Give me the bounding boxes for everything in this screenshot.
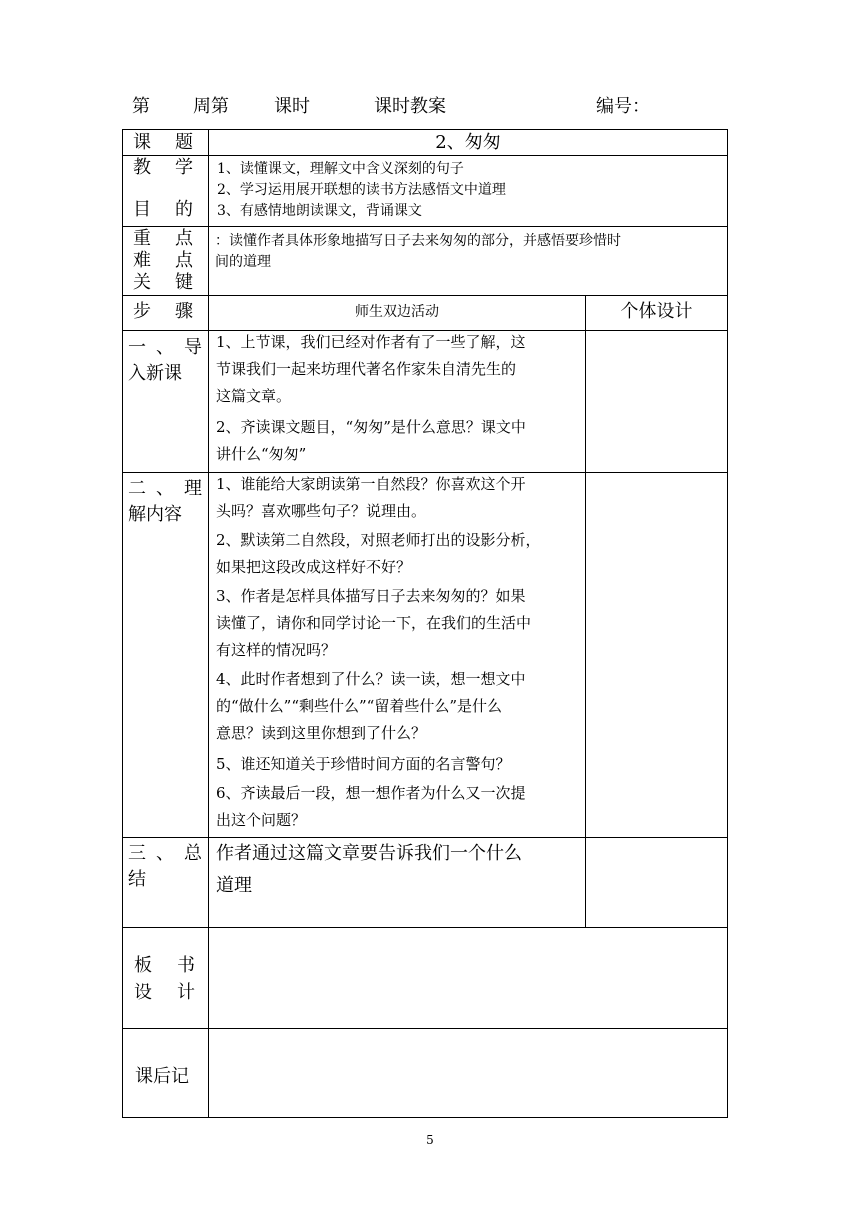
- board-design-label: 计: [177, 982, 195, 1003]
- step-line: 1、谁能给大家朗读第一自然段？你喜欢这个开: [216, 475, 526, 493]
- keypoints-text: ：读懂作者具体形象地描写日子去来匆匆的部分，并感悟要珍惜时: [215, 233, 621, 249]
- objectives-label-4: 的: [175, 199, 193, 220]
- week-suffix: 周第: [193, 96, 229, 117]
- page-number: 5: [426, 1133, 434, 1147]
- step-line: 2、默读第二自然段，对照老师打出的设影分析，: [216, 531, 541, 549]
- step-2-label-line-1: 二、理: [128, 478, 202, 499]
- row-divider: [122, 927, 728, 928]
- step-line: 讲什么“匆匆”: [216, 445, 307, 463]
- table-border-top: [122, 129, 728, 130]
- row-divider: [122, 837, 728, 838]
- lesson-plan-table: [122, 129, 728, 1118]
- table-border-bottom: [122, 1117, 728, 1118]
- step-3-label-line-2: 结: [128, 869, 146, 890]
- design-column-divider: [585, 295, 586, 927]
- row-divider: [122, 295, 728, 296]
- step-line: 6、齐读最后一段，想一想作者为什么又一次提: [216, 784, 526, 802]
- step-line: 5、谁还知道关于珍惜时间方面的名言警句？: [216, 755, 511, 773]
- step-line: 有这样的情况吗？: [216, 641, 337, 659]
- week-prefix: 第: [132, 96, 150, 117]
- row-divider: [122, 155, 728, 156]
- step-line: 意思？读到这里你想到了什么？: [216, 724, 427, 742]
- table-border-right: [727, 129, 728, 1118]
- steps-label: 步: [133, 301, 151, 322]
- step-line: 4、此时作者想到了什么？读一读，想一想文中: [216, 670, 526, 688]
- keypoints-text: 间的道理: [215, 254, 271, 270]
- objectives-label-3: 目: [133, 199, 151, 220]
- step-line: 2、齐读课文题目，“匆匆”是什么意思？课文中: [216, 418, 526, 436]
- step-line: 如果把这段改成这样好不好？: [216, 558, 412, 576]
- step-line: 作者通过这篇文章要告诉我们一个什么: [216, 843, 522, 864]
- after-class-label: 课后记: [135, 1066, 189, 1087]
- keypoints-label: 键: [175, 272, 193, 293]
- step-2-label-line-2: 解内容: [128, 504, 182, 525]
- topic-label-2: 题: [175, 132, 193, 153]
- step-line: 出这个问题？: [216, 811, 307, 829]
- board-design-label: 书: [177, 955, 195, 976]
- lesson-title: 2、匆匆: [435, 132, 501, 153]
- lesson-suffix: 课时: [274, 96, 310, 117]
- board-design-label: 板: [134, 955, 152, 976]
- keypoints-label: 难: [133, 250, 151, 271]
- individual-design-header: 个体设计: [620, 301, 693, 322]
- step-1-label-line-2: 入新课: [128, 363, 182, 384]
- steps-label: 骤: [175, 301, 193, 322]
- step-line: 道理: [216, 875, 252, 896]
- step-line: 的“做什么”“剩些什么”“留着些什么”是什么: [216, 697, 503, 715]
- objective-item: 3、有感情地朗读课文，背诵课文: [217, 203, 422, 219]
- label-column-divider: [208, 129, 209, 1118]
- objectives-label-1: 教: [133, 157, 151, 178]
- row-divider: [122, 1028, 728, 1029]
- topic-label-1: 课: [133, 132, 151, 153]
- keypoints-label: 点: [175, 228, 193, 249]
- step-line: 3、作者是怎样具体描写日子去来匆匆的？如果: [216, 587, 526, 605]
- step-line: 读懂了，请你和同学讨论一下，在我们的生活中: [216, 614, 532, 632]
- table-border-left: [122, 129, 123, 1118]
- objectives-label-2: 学: [175, 157, 193, 178]
- step-1-label-line-1: 一、导: [128, 337, 202, 358]
- step-line: 1、上节课，我们已经对作者有了一些了解，这: [216, 333, 526, 351]
- step-3-label-line-1: 三、总: [128, 843, 202, 864]
- step-line: 节课我们一起来坊理代著名作家朱自清先生的: [216, 360, 517, 378]
- row-divider: [122, 226, 728, 227]
- step-line: 头吗？喜欢哪些句子？说理由。: [216, 502, 427, 520]
- objective-item: 1、读懂课文，理解文中含义深刻的句子: [217, 161, 464, 177]
- keypoints-label: 关: [133, 272, 151, 293]
- step-line: 这篇文章。: [216, 387, 292, 405]
- keypoints-label: 点: [175, 250, 193, 271]
- activities-header: 师生双边活动: [355, 304, 439, 320]
- objective-item: 2、学习运用展开联想的读书方法感悟文中道理: [217, 182, 506, 198]
- number-label: 编号：: [596, 96, 650, 117]
- doc-type: 课时教案: [374, 96, 446, 117]
- board-design-label: 设: [134, 982, 152, 1003]
- keypoints-label: 重: [133, 228, 151, 249]
